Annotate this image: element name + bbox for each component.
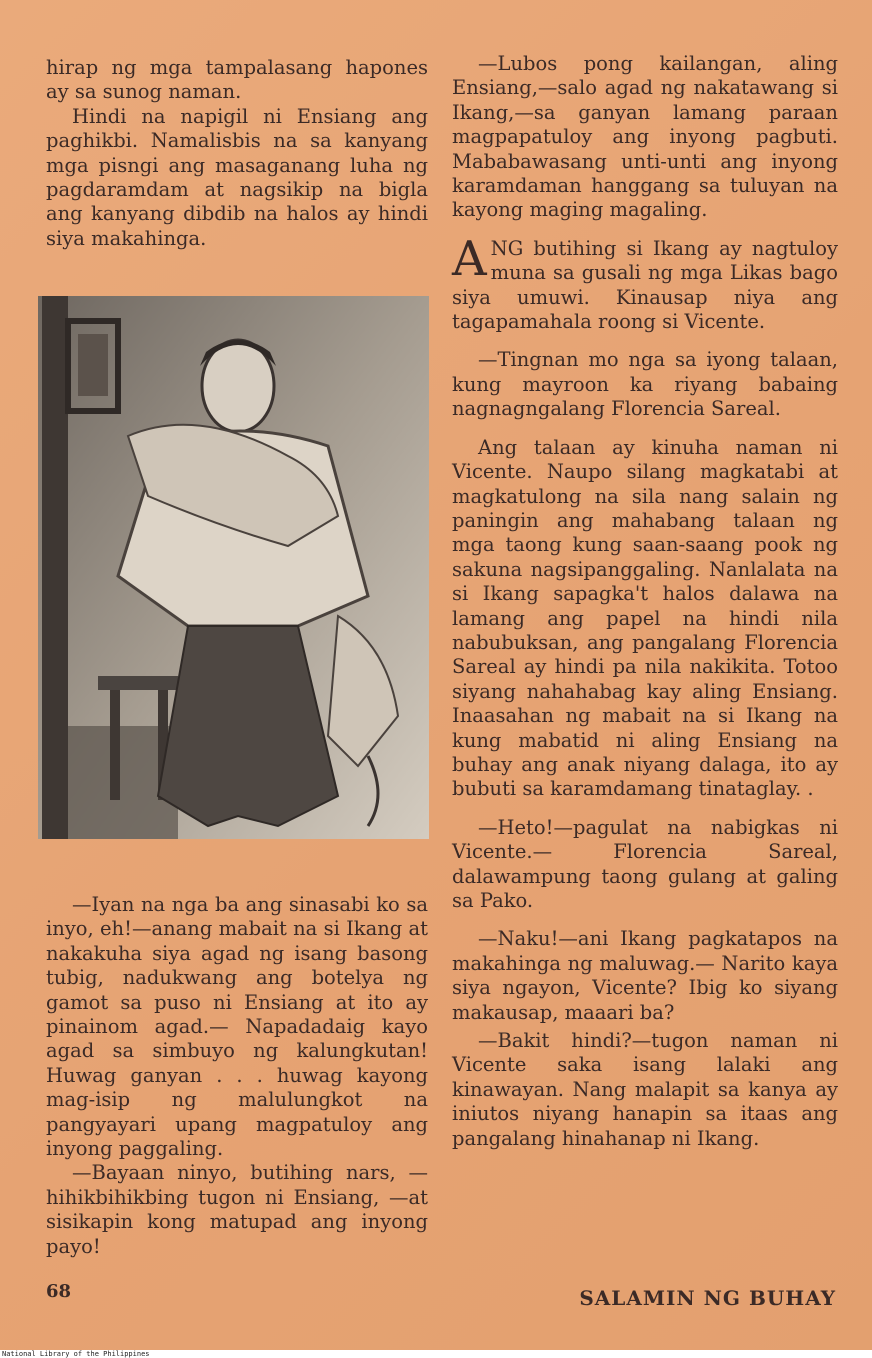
story-illustration [38,296,429,839]
paragraph: —Bayaan ninyo, butihing nars, —hihikbihikbing tugon ni Ensiang, —at sisikapin kong matupad ang inyong payo! [46,1161,428,1258]
right-column [452,52,838,1151]
paragraph: —Lubos pong kailangan, aling Ensiang,—salo agad ng nakatawang si Ikang,—sa ganyan lamang paraan magpapatuloy ang inyong pagbuti. Mababawasang unti-unti ang inyong karamdaman hanggang sa tuluyan na kayong maging magaling. [452,52,838,222]
paragraph-text: NG butihing si Ikang ay nagtuloy muna sa gusali ng mga Likas bago siya umuwi. Kinausap niya ang tagapamahala roong si Vicente. [452,236,838,334]
paragraph: —Heto!—pagulat na nabigkas ni Vicente.— Florencia Sareal, dalawampung taong gulang at galing sa Pako. [452,815,838,912]
paragraph: —Bakit hindi?—tugon naman ni Vicente saka isang lalaki ang kinawayan. Nang malapit sa kanya ay iniutos niyang hanapin sa itaas ang pangalang hinahanap ni Ikang. [452,1029,838,1150]
paragraph: —Naku!—ani Ikang pagkatapos na makahinga ng maluwag.— Narito kaya siya ngayon, Vicente? Ibig ko siyang makausap, maaari ba? [452,927,838,1024]
page-number: 68 [46,1281,72,1302]
paragraph: —Iyan na nga ba ang sinasabi ko sa inyo, eh!—anang mabait na si Ikang at nakakuha siya agad ng isang basong tubig, nadukwang ang botelya ng gamot sa puso ni Ensiang at ito ay pinainom agad.— Napadadaig kayo agad sa simbuyo ng kalungkutan! Huwag ganyan . . . huwag kayong mag-isip ng malulungkot na pangyayari upang magpatuloy ang inyong paggaling. [46,893,428,1161]
left-column-bottom [46,893,428,1259]
paragraph: Hindi na napigil ni Ensiang ang paghikbi. Namalisbis na sa kanyang mga pisngi ang masaganang luha ng pagdaramdam at nagsikip na bigla ang kanyang dibdib na halos ay hindi siya makahinga. [46,104,428,250]
left-column-top [46,56,428,251]
illustration-drawing [38,296,429,839]
paragraph: hirap ng mga tampalasang hapones ay sa sunog naman. [46,56,428,104]
paragraph: Ang talaan ay kinuha naman ni Vicente. Naupo silang magkatabi at magkatulong na sila nang salain ng paningin ang mahabang talaan ng mga taong kung saan-saang pook ng sakuna nagsipanggaling. Nanlalata na si Ikang sapagka't halos dalawa na lamang ang papel na hindi nila nabubuksan, ang pangalang Florencia Sareal ay hindi pa nila nakikita. Totoo siyang nahahabag kay aling Ensiang. Inaasahan ng mabait na si Ikang na kung mabatid ni aling Ensiang na buhay ang anak niyang dalaga, ito ay bubuti sa karamdamang tinataglay. . [452,435,838,801]
paragraph: —Tingnan mo nga sa iyong talaan, kung mayroon ka riyang babaing nagnagngalang Florencia Sareal. [452,348,838,421]
section-opening-paragraph [452,230,838,335]
drop-cap: A [452,230,487,287]
library-credit: National Library of the Philippines [0,1350,872,1358]
magazine-title: SALAMIN NG BUHAY [579,1286,836,1310]
